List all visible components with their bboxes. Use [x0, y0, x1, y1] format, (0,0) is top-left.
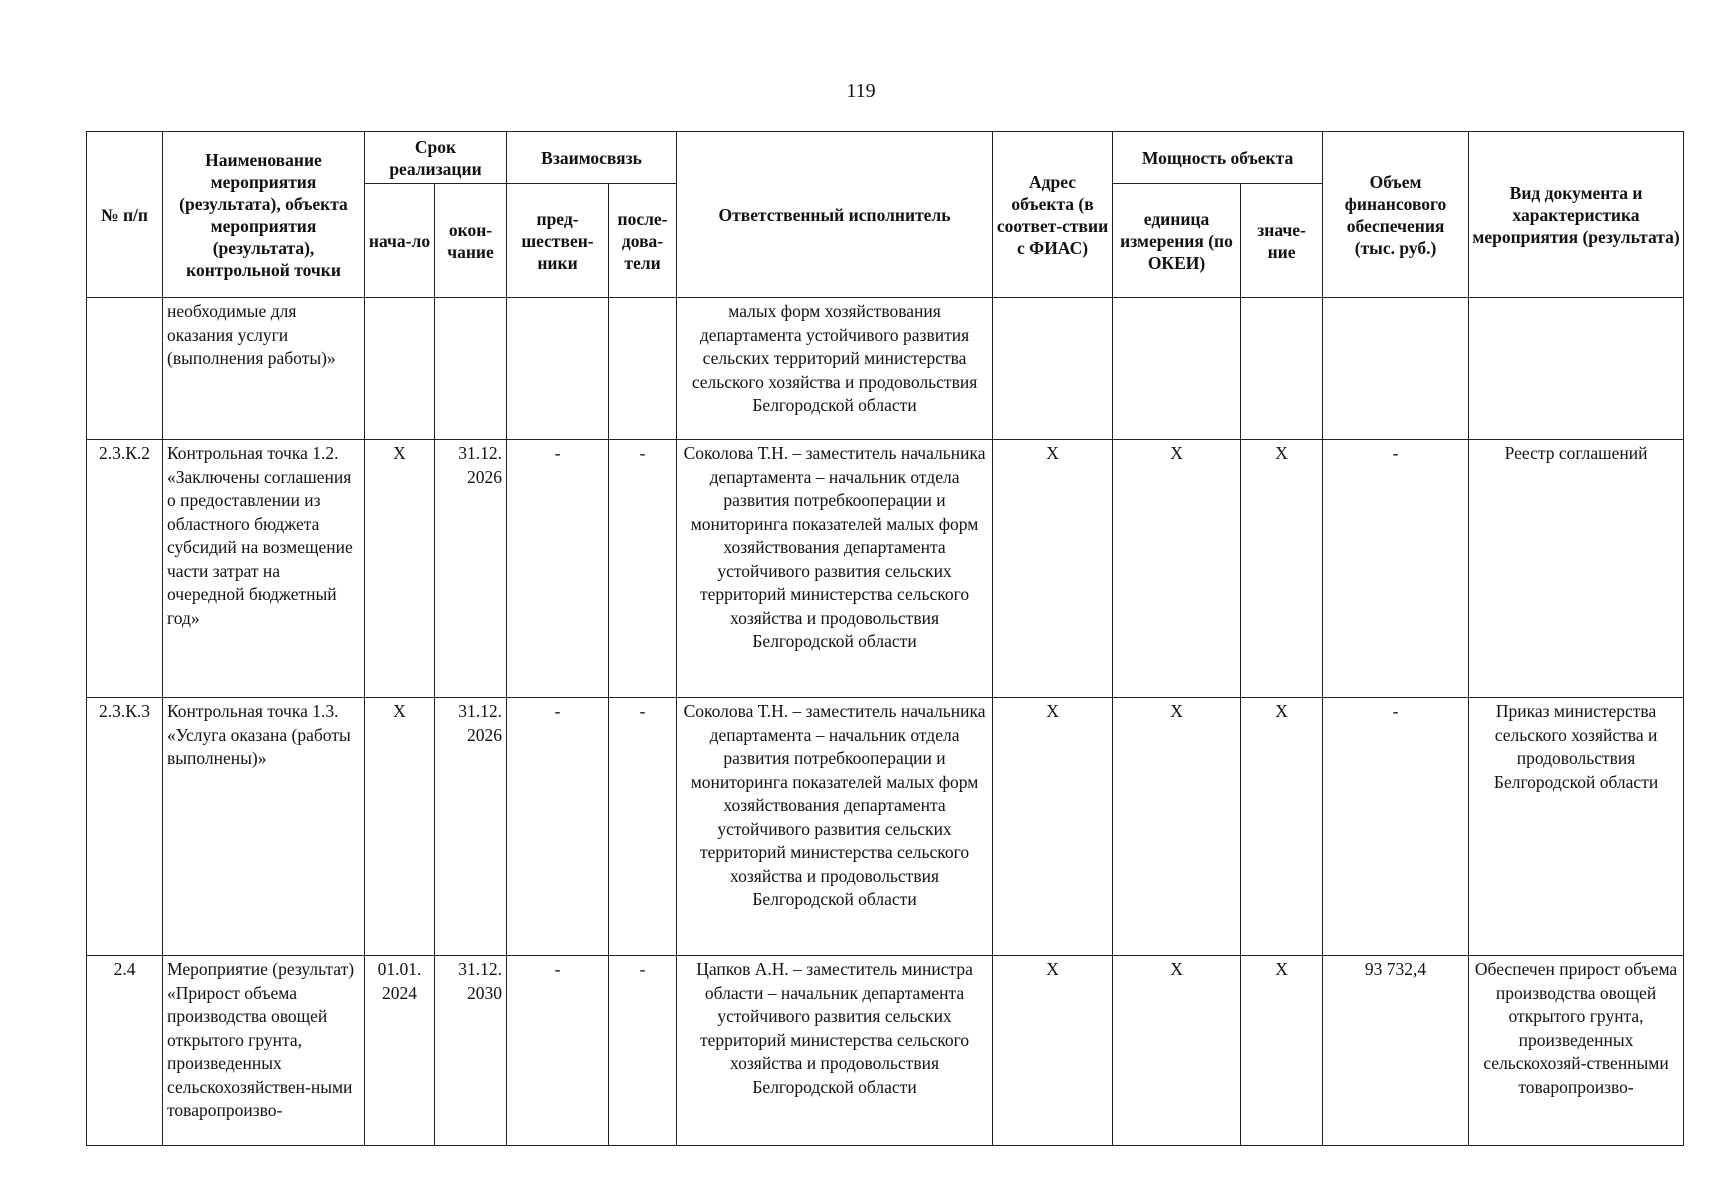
cell-unit: X — [1113, 698, 1241, 956]
table-row — [87, 298, 1684, 440]
cell-unit: X — [1113, 440, 1241, 698]
cell-executor: малых форм хозяйствования департамента устойчивого развития сельских территорий министерства сельского хозяйства и продовольствия Белгородской области — [677, 298, 993, 440]
cell-post: - — [609, 698, 677, 956]
cell-pred: - — [507, 698, 609, 956]
header-name: Наименование мероприятия (результата), объекта мероприятия (результата), контрольной точки — [163, 132, 365, 298]
header-value: значе-ние — [1241, 184, 1323, 298]
cell-doc — [1469, 298, 1684, 440]
cell-value: X — [1241, 698, 1323, 956]
cell-address: X — [993, 440, 1113, 698]
table-row — [87, 698, 1684, 956]
cell-name: необходимые для оказания услуги (выполнения работы)» — [163, 298, 365, 440]
cell-executor: Соколова Т.Н. – заместитель начальника департамента – начальник отдела развития потребкооперации и мониторинга показателей малых форм хозяйствования департамента устойчивого развития сельских территорий министерства сельского хозяйства и продовольствия Белгородской области — [677, 698, 993, 956]
cell-executor: Соколова Т.Н. – заместитель начальника департамента – начальник отдела развития потребкооперации и мониторинга показателей малых форм хозяйствования департамента устойчивого развития сельских территорий министерства сельского хозяйства и продовольствия Белгородской области — [677, 440, 993, 698]
cell-post: - — [609, 440, 677, 698]
cell-post — [609, 298, 677, 440]
cell-executor: Цапков А.Н. – заместитель министра области – начальник департамента устойчивого развития сельских территорий министерства сельского хозяйства и продовольствия Белгородской области — [677, 956, 993, 1146]
cell-pred: - — [507, 956, 609, 1146]
header-unit: единица измерения (по ОКЕИ) — [1113, 184, 1241, 298]
cell-address: X — [993, 956, 1113, 1146]
header-executor: Ответственный исполнитель — [677, 132, 993, 298]
cell-num: 2.3.К.3 — [87, 698, 163, 956]
cell-address — [993, 298, 1113, 440]
cell-start — [365, 298, 435, 440]
table-row — [87, 440, 1684, 698]
cell-unit: X — [1113, 956, 1241, 1146]
cell-finance — [1323, 298, 1469, 440]
header-term-start: нача-ло — [365, 184, 435, 298]
cell-start: X — [365, 698, 435, 956]
cell-num: 2.4 — [87, 956, 163, 1146]
cell-address: X — [993, 698, 1113, 956]
cell-end — [435, 298, 507, 440]
cell-value: X — [1241, 440, 1323, 698]
cell-end: 31.12. 2030 — [435, 956, 507, 1146]
header-pred: пред-шествен-ники — [507, 184, 609, 298]
header-term-end: окон-чание — [435, 184, 507, 298]
cell-doc: Приказ министерства сельского хозяйства и продовольствия Белгородской области — [1469, 698, 1684, 956]
cell-finance: - — [1323, 698, 1469, 956]
measures-table — [86, 131, 1684, 1146]
cell-end: 31.12. 2026 — [435, 440, 507, 698]
cell-value: X — [1241, 956, 1323, 1146]
cell-name: Мероприятие (результат) «Прирост объема производства овощей открытого грунта, произведенных сельскохозяйствен-ными товаропроизво- — [163, 956, 365, 1146]
cell-value — [1241, 298, 1323, 440]
cell-name: Контрольная точка 1.2. «Заключены соглашения о предоставлении из областного бюджета субсидий на возмещение части затрат на очередной бюджетный год» — [163, 440, 365, 698]
header-relation: Взаимосвязь — [507, 132, 677, 184]
cell-unit — [1113, 298, 1241, 440]
cell-pred: - — [507, 440, 609, 698]
cell-start: 01.01. 2024 — [365, 956, 435, 1146]
header-num: № п/п — [87, 132, 163, 298]
table-row — [87, 956, 1684, 1146]
cell-end: 31.12. 2026 — [435, 698, 507, 956]
header-address: Адрес объекта (в соответ-ствии с ФИАС) — [993, 132, 1113, 298]
cell-finance: - — [1323, 440, 1469, 698]
cell-num: 2.3.К.2 — [87, 440, 163, 698]
cell-start: X — [365, 440, 435, 698]
header-post: после-дова-тели — [609, 184, 677, 298]
header-doc: Вид документа и характеристика мероприятия (результата) — [1469, 132, 1684, 298]
cell-post: - — [609, 956, 677, 1146]
cell-doc: Реестр соглашений — [1469, 440, 1684, 698]
cell-pred — [507, 298, 609, 440]
header-capacity: Мощность объекта — [1113, 132, 1323, 184]
header-term: Срок реализации — [365, 132, 507, 184]
cell-num — [87, 298, 163, 440]
cell-finance: 93 732,4 — [1323, 956, 1469, 1146]
cell-doc: Обеспечен прирост объема производства овощей открытого грунта, произведенных сельскохозяй-ственными товаропроизво- — [1469, 956, 1684, 1146]
page-number: 119 — [846, 80, 876, 102]
header-finance: Объем финансового обеспечения (тыс. руб.) — [1323, 132, 1469, 298]
cell-name: Контрольная точка 1.3. «Услуга оказана (работы выполнены)» — [163, 698, 365, 956]
